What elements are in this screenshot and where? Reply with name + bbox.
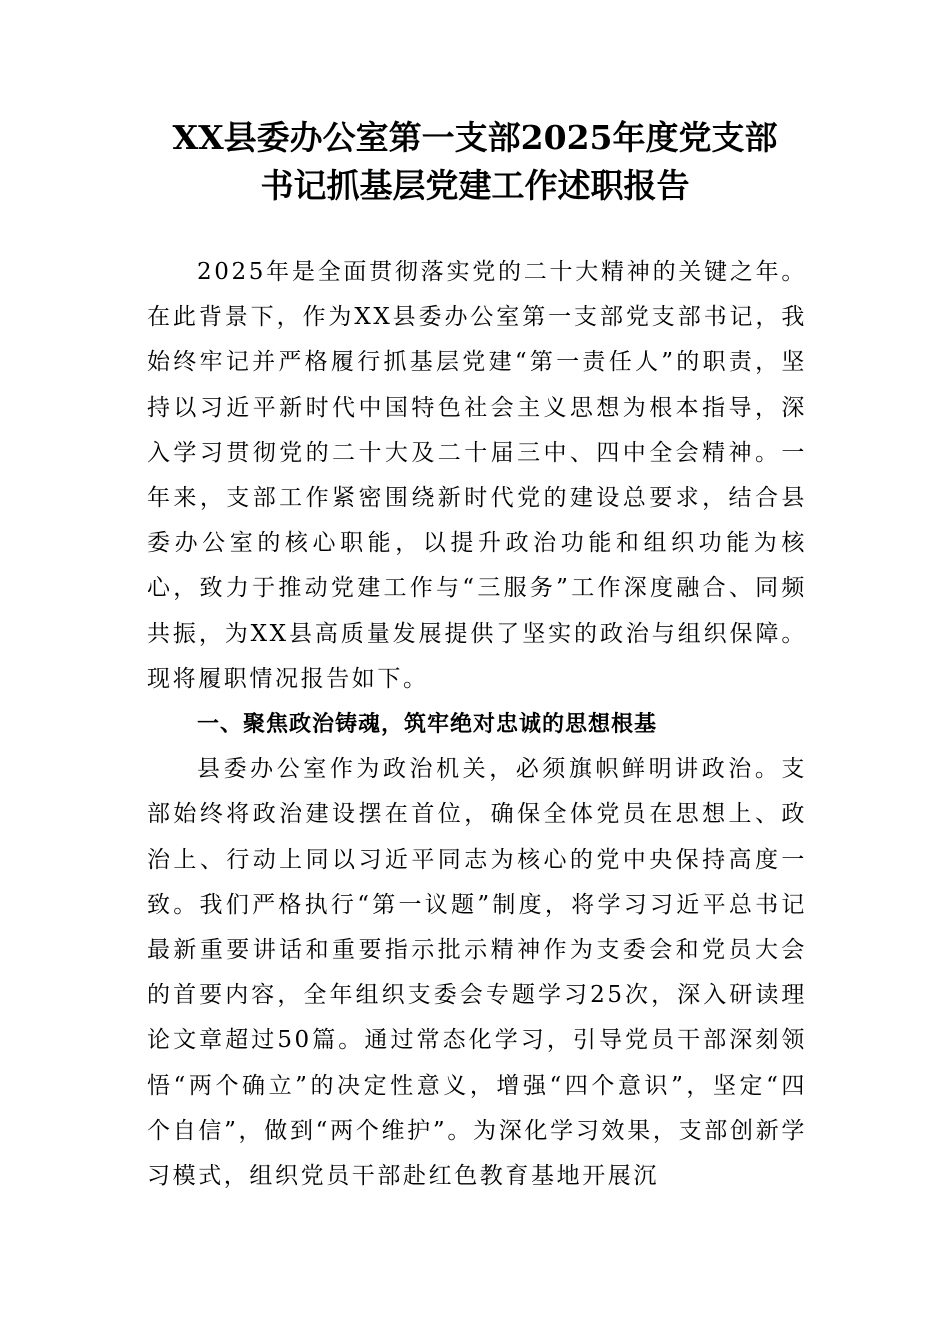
document-title bbox=[120, 114, 830, 210]
title-line-2: 书记抓基层党建工作述职报告 bbox=[260, 166, 690, 205]
document-body bbox=[147, 250, 807, 1199]
title-line-1: XX县委办公室第一支部2025年度党支部 bbox=[172, 118, 778, 157]
intro-paragraph: 2025年是全面贯彻落实党的二十大精神的关键之年。在此背景下，作为XX县委办公室第一支部党支部书记，我始终牢记并严格履行抓基层党建“第一责任人”的职责，坚持以习近平新时代中国特色社会主义思想为根本指导，深入学习贯彻党的二十大及二十届三中、四中全会精神。一年来，支部工作紧密围绕新时代党的建设总要求，结合县委办公室的核心职能，以提升政治功能和组织功能为核心，致力于推动党建工作与“三服务”工作深度融合、同频共振，为XX县高质量发展提供了坚实的政治与组织保障。现将履职情况报告如下。 bbox=[147, 259, 807, 692]
section-heading-1: 一、聚焦政治铸魂，筑牢绝对忠诚的思想根基 bbox=[197, 712, 658, 738]
section-1-paragraph: 县委办公室作为政治机关，必须旗帜鲜明讲政治。支部始终将政治建设摆在首位，确保全体党员在思想上、政治上、行动上同以习近平同志为核心的党中央保持高度一致。我们严格执行“第一议题”制度，将学习习近平总书记最新重要讲话和重要指示批示精神作为支委会和党员大会的首要内容，全年组织支委会专题学习25次，深入研读理论文章超过50篇。通过常态化学习，引导党员干部深刻领悟“两个确立”的决定性意义，增强“四个意识”，坚定“四个自信”，做到“两个维护”。为深化学习效果，支部创新学习模式，组织党员干部赴红色教育基地开展沉 bbox=[147, 756, 807, 1190]
